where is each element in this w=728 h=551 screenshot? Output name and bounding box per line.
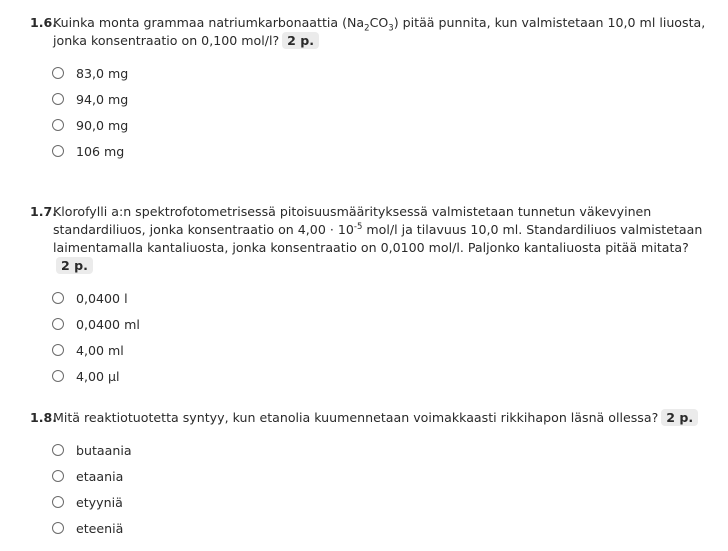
radio-button[interactable] (52, 470, 64, 482)
question-body (53, 409, 710, 427)
question-text (30, 409, 710, 427)
subscript: 3 (388, 23, 394, 34)
question-1-7 (30, 203, 710, 389)
question-text-part: Klorofylli a:n spektrofotometrisessä pitoisuusmäärityksessä valmistetaan tunnetun väkevyinen standardiliuos, jonka konsentraatio on 4,00 · 10 (53, 204, 652, 237)
question-text-part: CO (369, 15, 389, 30)
option-label: 0,0400 l (76, 290, 128, 306)
radio-button[interactable] (52, 318, 64, 330)
answer-option[interactable] (52, 437, 710, 463)
answer-option[interactable] (52, 463, 710, 489)
question-number: 1.8. (30, 410, 58, 425)
answer-option[interactable] (52, 60, 710, 86)
answer-options (30, 60, 710, 164)
option-label: etyyniä (76, 494, 123, 510)
question-text-part: ) pitää punnita, kun valmistetaan 10,0 ml liuosta, jonka konsentraatio on 0,100 mol/l? (53, 15, 706, 48)
radio-button[interactable] (52, 522, 64, 534)
option-label: etaania (76, 468, 124, 484)
points-badge: 2 p. (661, 409, 698, 426)
radio-button[interactable] (52, 444, 64, 456)
points-badge: 2 p. (56, 257, 93, 274)
question-text-part: Mitä reaktiotuotetta syntyy, kun etanolia kuumennetaan voimakkaasti rikkihapon läsnä ollessa? (53, 410, 659, 425)
answer-option[interactable] (52, 285, 710, 311)
radio-button[interactable] (52, 145, 64, 157)
radio-button[interactable] (52, 370, 64, 382)
option-label: 4,00 ml (76, 342, 124, 358)
question-body (53, 203, 710, 275)
answer-option[interactable] (52, 86, 710, 112)
option-label: eteeniä (76, 520, 124, 536)
option-label: 94,0 mg (76, 91, 129, 107)
answer-option[interactable] (52, 337, 710, 363)
radio-button[interactable] (52, 292, 64, 304)
option-label: butaania (76, 442, 132, 458)
radio-button[interactable] (52, 496, 64, 508)
answer-options (30, 437, 710, 541)
question-text-part: Kuinka monta grammaa natriumkarbonaattia (Na (53, 15, 365, 30)
radio-button[interactable] (52, 67, 64, 79)
question-number: 1.7. (30, 204, 58, 219)
question-body (53, 14, 710, 50)
answer-option[interactable] (52, 311, 710, 337)
subscript: 2 (364, 23, 370, 34)
question-text (30, 14, 710, 50)
option-label: 4,00 µl (76, 368, 120, 384)
answer-option[interactable] (52, 363, 710, 389)
answer-option[interactable] (52, 489, 710, 515)
option-label: 83,0 mg (76, 65, 129, 81)
option-label: 106 mg (76, 143, 125, 159)
question-text (30, 203, 710, 275)
answer-option[interactable] (52, 515, 710, 541)
question-1-8 (30, 409, 710, 541)
radio-button[interactable] (52, 119, 64, 131)
question-1-6 (30, 14, 710, 164)
superscript: -5 (353, 221, 363, 232)
option-label: 90,0 mg (76, 117, 129, 133)
question-text-part: mol/l ja tilavuus 10,0 ml. Standardiliuos valmistetaan laimentamalla kantaliuosta, jonka konsentraatio on 0,0100 mol/l. Paljonko kantaliuosta pitää mitata? (53, 222, 703, 255)
option-label: 0,0400 ml (76, 316, 140, 332)
answer-option[interactable] (52, 112, 710, 138)
points-badge: 2 p. (282, 32, 319, 49)
answer-options (30, 285, 710, 389)
radio-button[interactable] (52, 344, 64, 356)
question-number: 1.6. (30, 15, 58, 30)
answer-option[interactable] (52, 138, 710, 164)
radio-button[interactable] (52, 93, 64, 105)
